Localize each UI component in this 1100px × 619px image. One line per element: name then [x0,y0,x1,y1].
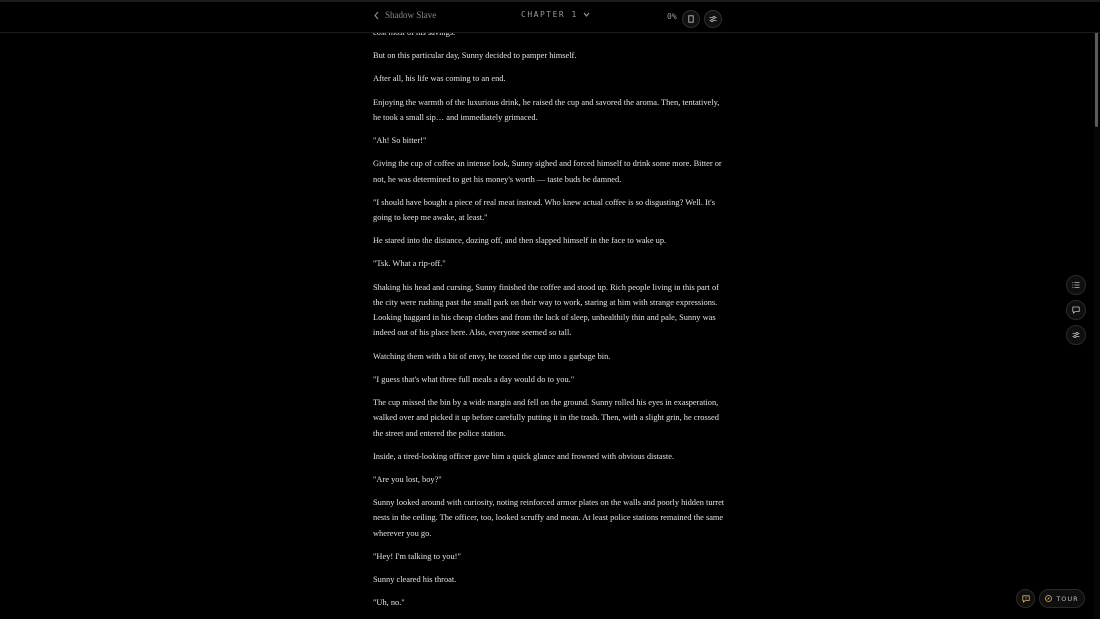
paragraph: Inside, a tired-looking officer gave him a quick glance and frowned with obvious distaste. [373,451,675,461]
comment-icon [1072,306,1080,314]
reading-progress: 0% [667,12,677,21]
compass-icon [1045,595,1052,602]
top-bar [0,0,1100,33]
tour-button[interactable] [1039,589,1085,608]
paragraph: "Uh, no." [373,598,405,608]
paragraph: Enjoying the warmth of the luxurious drink, he raised the cup and savored the aroma. Then, tentatively, he took a small sip… and immediately grimaced. [373,97,720,122]
paragraph: The cup missed the bin by a wide margin and fell on the ground. Sunny rolled his eyes in exasperation, walked over and picked it up before carefully putting it in the trash. Then, with a slight grin, he crossed the street and entered the police station. [373,398,719,438]
chapter-label: CHAPTER 1 [521,10,578,19]
paragraph: Watching them with a bit of envy, he tossed the cup into a garbage bin. [373,351,611,361]
tour-label: TOUR [1056,594,1079,603]
paragraph: "Tsk. What a rip-off." [373,259,446,269]
paragraph: He stared into the distance, dozing off, and then slapped himself in the face to wake up. [373,236,667,246]
scrollbar-thumb[interactable] [1095,26,1098,127]
chapter-content [373,25,725,619]
paragraph: Sunny cleared his throat. [373,575,457,585]
comments-button[interactable] [1066,300,1086,320]
bookmark-button[interactable] [682,10,700,28]
chevron-down-icon [583,11,590,18]
list-icon [1072,281,1080,289]
chevron-left-icon [373,11,380,20]
sliders-icon [709,15,717,23]
paragraph: "Hey! I'm talking to you!" [373,551,461,561]
back-to-novel-link[interactable] [373,10,436,20]
novel-title: Shadow Slave [385,10,437,20]
paragraph: But on this particular day, Sunny decided to pamper himself. [373,51,577,61]
table-of-contents-button[interactable] [1066,275,1086,295]
paragraph: "I should have bought a piece of real meat instead. Who knew actual coffee is so disgusting? Well. It's going to keep me awake, at least." [373,197,715,223]
paragraph: "I guess that's what three full meals a day would do to you." [373,374,575,384]
paragraph: Sunny looked around with curiosity, noting reinforced armor plates on the walls and poorly hidden turret nests in the ceiling. The officer, too, looked scruffy and mean. At least police stations remained the same wherever you go. [373,498,725,538]
feedback-icon [1022,595,1030,603]
feedback-button[interactable] [1016,589,1035,608]
sliders-icon [1072,331,1080,339]
paragraph: After all, his life was coming to an end. [373,74,506,84]
chapter-select[interactable] [521,10,590,19]
paragraph: Giving the cup of coffee an intense look, Sunny sighed and forced himself to drink some more. Bitter or not, he was determined to get his money's worth — taste buds be damned. [373,159,722,184]
reader-settings-button[interactable] [704,10,722,28]
paragraph: Shaking his head and cursing, Sunny finished the coffee and stood up. Rich people living in this part of the city were rushing past the small park on their way to work, staring at him with strange expressions. Looking haggard in his cheap clothes and from the lack of sleep, unhealthily thin and pale, Sunny was indeed out of his place here. Also, everyone seemed so tall. [373,282,719,338]
bookmark-icon [687,15,695,23]
display-settings-button[interactable] [1066,325,1086,345]
paragraph: "Ah! So bitter!" [373,136,427,146]
paragraph: "Are you lost, boy?" [373,475,442,484]
